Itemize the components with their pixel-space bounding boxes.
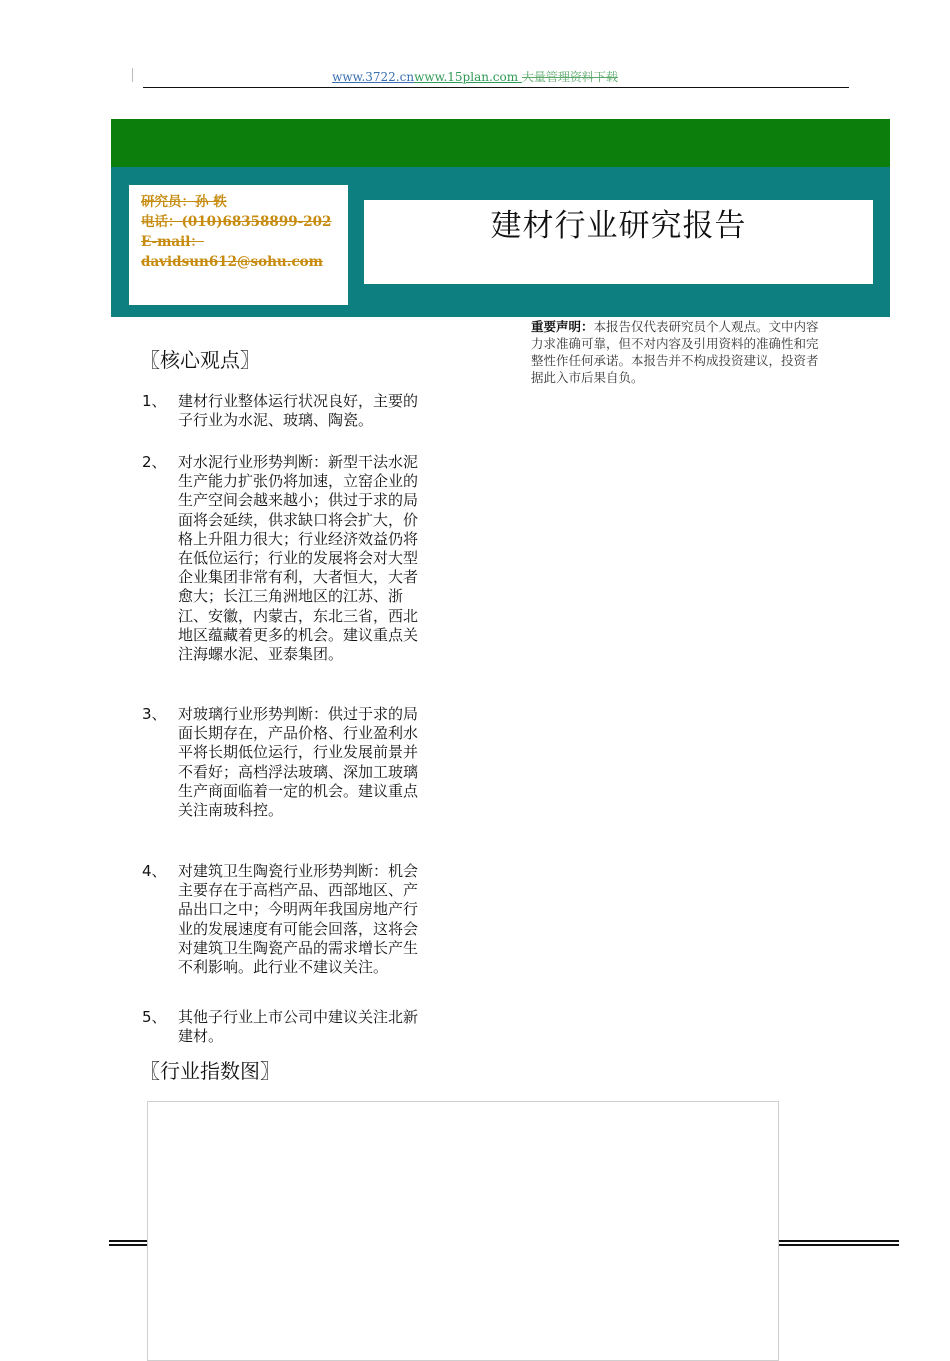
section-core-heading: 〖核心观点〗 [140,348,260,372]
point-text: 建材行业整体运行状况良好，主要的子行业为水泥、玻璃、陶瓷。 [178,392,419,430]
report-title: 建材行业研究报告 [490,208,747,244]
core-point-5 [142,1008,432,1046]
disclaimer-text: 本报告仅代表研究员个人观点。文中内容力求准确可靠，但不对内容及引用资料的准确性和完整性作任何承诺。本报告并不构成投资建议，投资者据此入市后果自负。 [531,319,819,385]
header-links [0,70,950,84]
author-email[interactable]: davidsun612@sohu.com [141,254,323,270]
core-point-4 [142,862,432,977]
point-number: 1、 [142,392,167,410]
point-text: 其他子行业上市公司中建议关注北新建材。 [178,1008,419,1046]
header-link-15plan[interactable]: www.15plan.com [414,70,522,84]
section-index-heading: 〖行业指数图〗 [140,1059,280,1083]
banner-green-band [111,119,890,167]
core-point-1 [142,392,432,430]
core-point-2 [142,453,432,664]
author-phone: 电话：(010)68358899-202 [141,214,332,230]
point-text: 对玻璃行业形势判断：供过于求的局面长期存在，产品价格、行业盈利水平将长期低位运行，行业发展前景并不看好；高档浮法玻璃、深加工玻璃生产商面临着一定的机会。建议重点关注南玻科控。 [178,705,419,820]
point-text: 对水泥行业形势判断：新型干法水泥生产能力扩张仍将加速，立窑企业的生产空间会越来越小；供过于求的局面将会延续，供求缺口将会扩大，价格上升阻力很大；行业经济效益仍将在低位运行；行业的发展将会对大型企业集团非常有利，大者恒大，大者愈大；长江三角洲地区的江苏、浙江、安徽，内蒙古，东北三省，西北地区蕴藏着更多的机会。建议重点关注海螺水泥、亚泰集团。 [178,453,419,664]
index-chart-frame [147,1101,779,1361]
author-info-box [129,185,348,305]
point-number: 4、 [142,862,167,880]
disclaimer [531,318,823,386]
report-title-box [364,200,873,284]
author-researcher: 研究员：孙 轶 [141,194,227,210]
point-number: 3、 [142,705,167,723]
point-number: 2、 [142,453,167,471]
double-rule-left [109,1240,147,1246]
point-number: 5、 [142,1008,167,1026]
double-rule-right [779,1240,899,1246]
header-rule [143,87,849,88]
author-email-label: E-mail： [141,234,204,250]
header-link-3722[interactable]: www.3722.cn [332,70,415,84]
disclaimer-label: 重要声明： [531,319,594,334]
point-text: 对建筑卫生陶瓷行业形势判断：机会主要存在于高档产品、西部地区、产品出口之中；今明两年我国房地产行业的发展速度有可能会回落，这将会对建筑卫生陶瓷产品的需求增长产生不利影响。此行业不建议关注。 [178,862,419,977]
core-point-3 [142,705,432,820]
header-tagline: 大量管理资料下载 [521,70,618,84]
